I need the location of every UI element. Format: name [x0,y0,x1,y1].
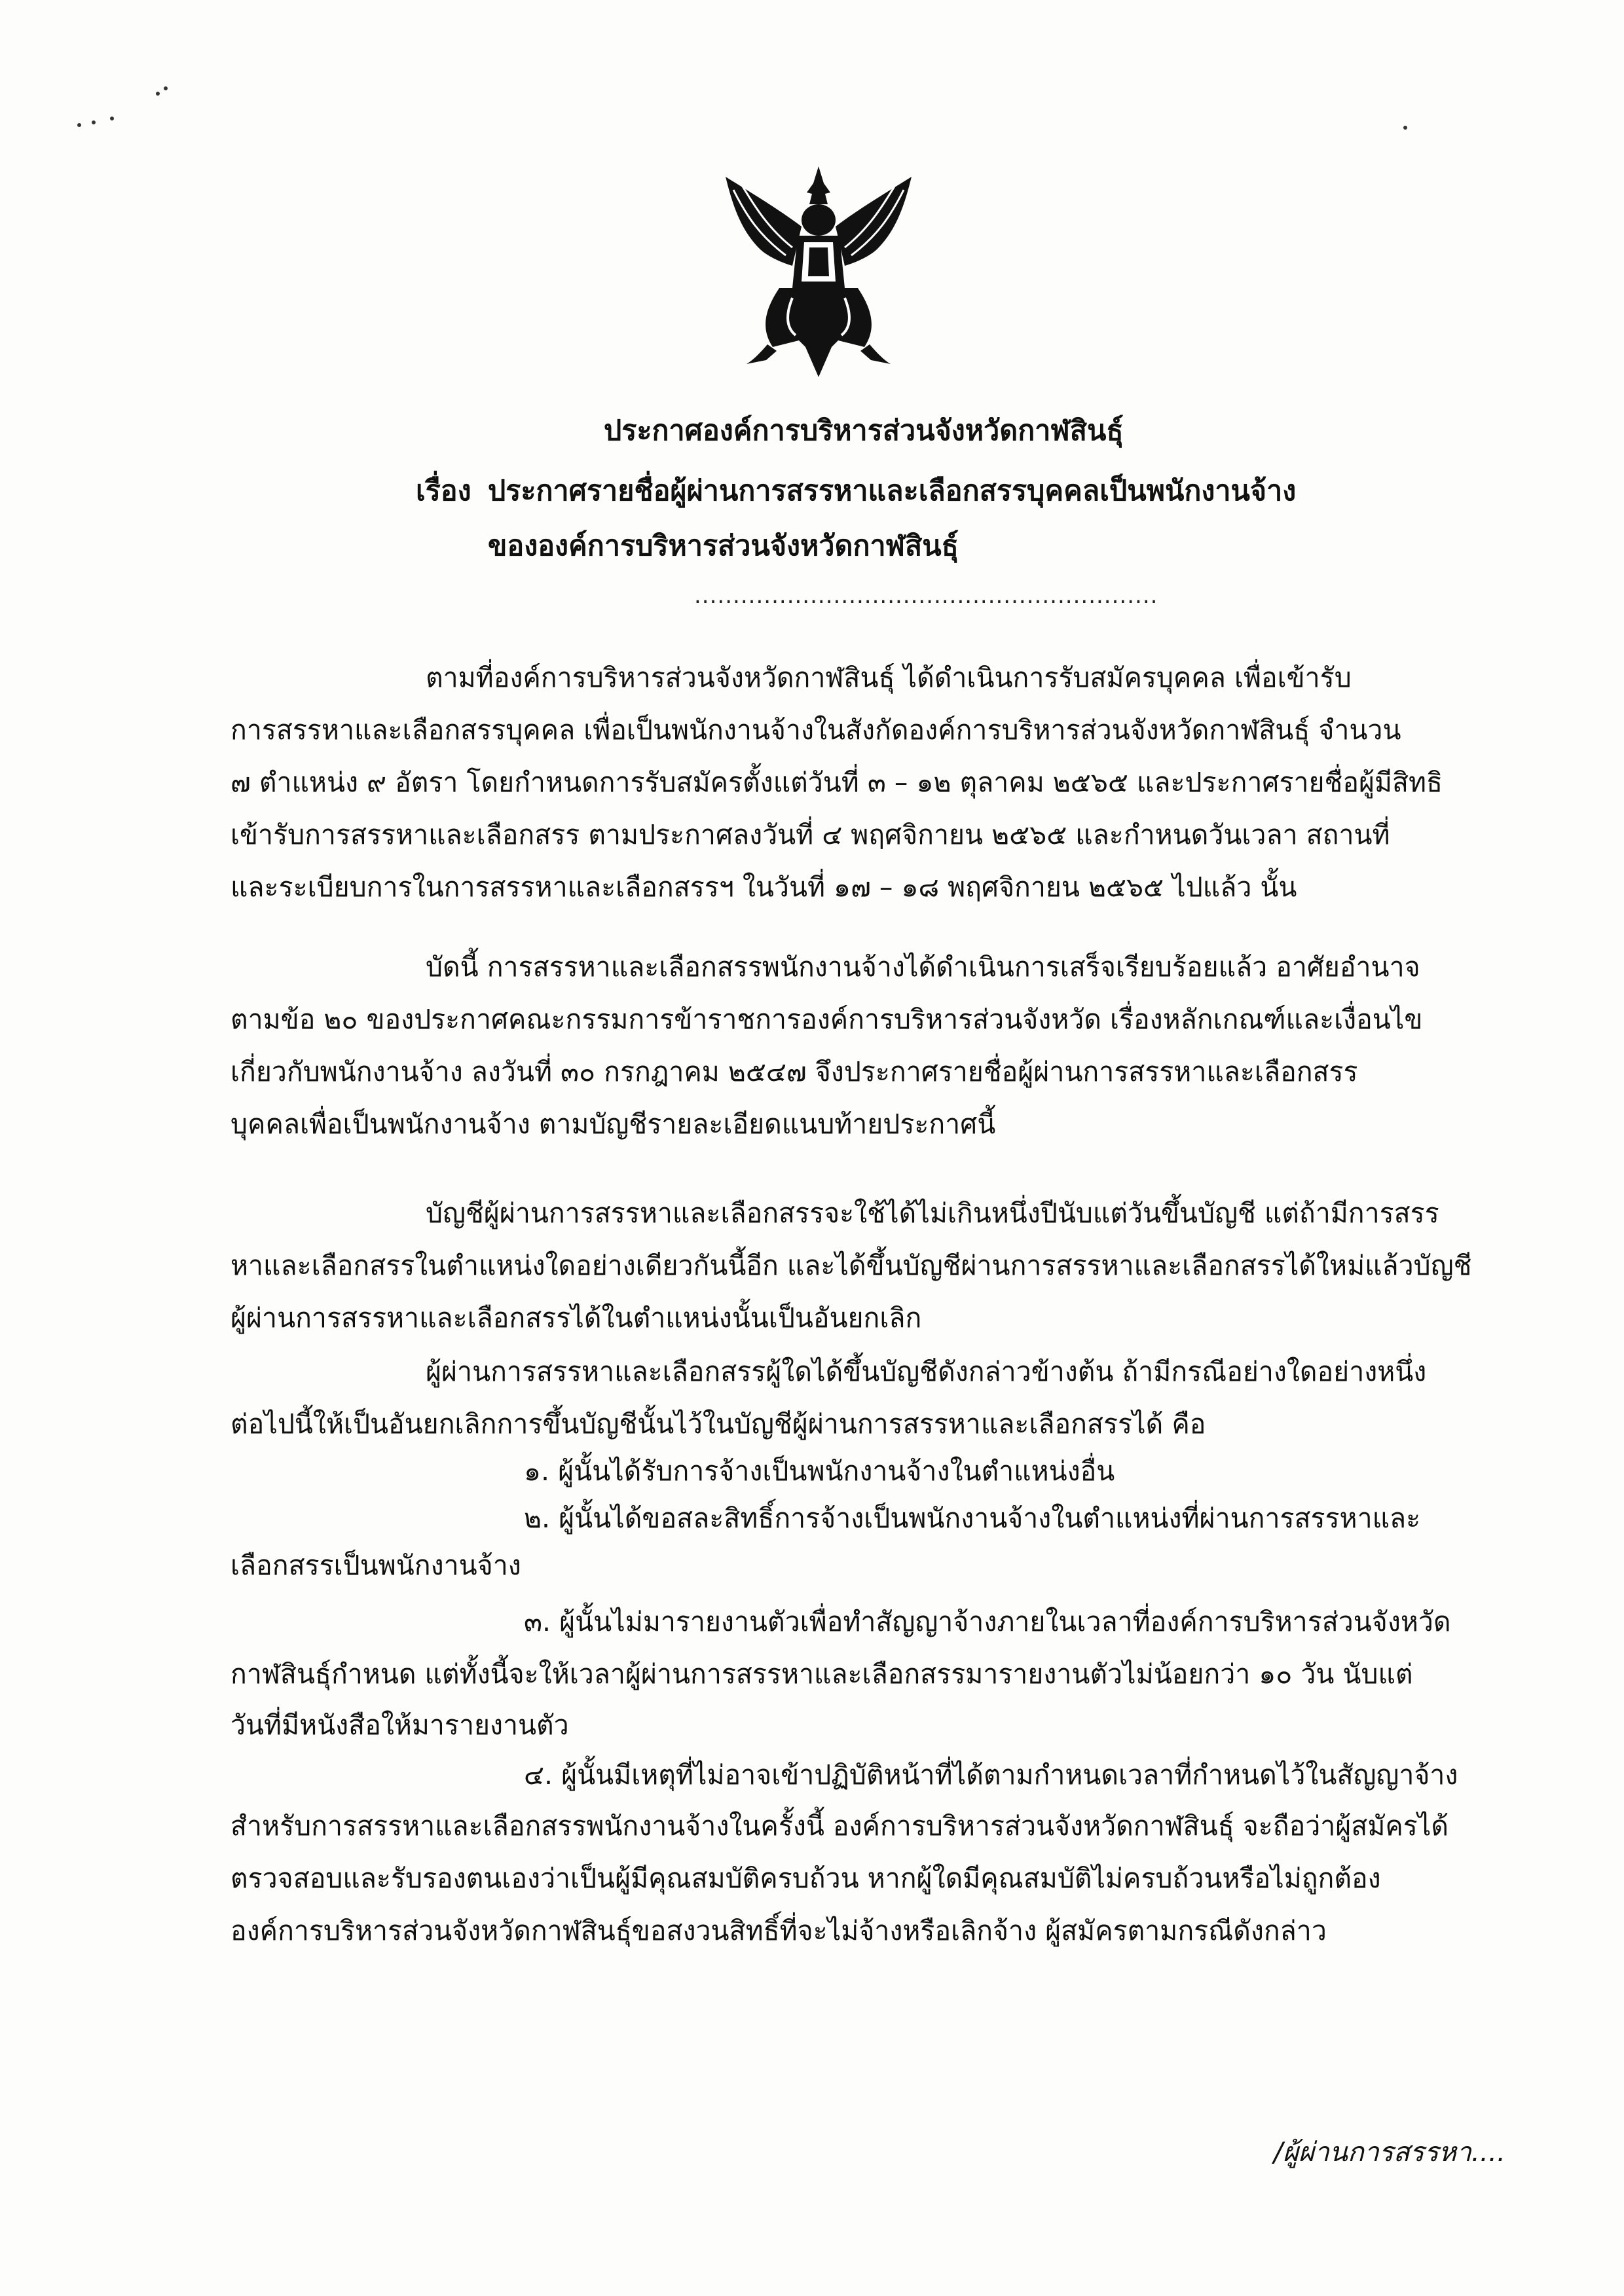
list-item-3: ๓. ผู้นั้นไม่มารายงานตัวเพื่อทำสัญญาจ้างภายในเวลาที่องค์การบริหารส่วนจังหวัด [524,1606,1451,1637]
title-separator: ............................................................ [694,583,1158,609]
paragraph-line: สำหรับการสรรหาและเลือกสรรพนักงานจ้างในครั้งนี้ องค์การบริหารส่วนจังหวัดกาฬสินธุ์ จะถือว่าผู้สมัครได้ [231,1810,1449,1842]
paragraph-line: ต่อไปนี้ให้เป็นอันยกเลิกการขึ้นบัญชีนั้นไว้ในบัญชีผู้ผ่านการสรรหาและเลือกสรรได้ คือ [231,1408,1206,1440]
list-item-3-cont: กาฬสินธุ์กำหนด แต่ทั้งนี้จะให้เวลาผู้ผ่านการสรรหาและเลือกสรรมารายงานตัวไม่น้อยกว่า ๑๐ วัน นับแต่ [231,1658,1413,1690]
scan-speck [77,123,81,127]
list-item-2-cont: เลือกสรรเป็นพนักงานจ้าง [231,1550,521,1581]
paragraph-line: และระเบียบการในการสรรหาและเลือกสรรฯ ในวันที่ ๑๗ – ๑๘ พฤศจิกายน ๒๕๖๕ ไปแล้ว นั้น [231,871,1297,903]
paragraph-line: องค์การบริหารส่วนจังหวัดกาฬสินธุ์ขอสงวนสิทธิ์ที่จะไม่จ้างหรือเลิกจ้าง ผู้สมัครตามกรณีดังกล่าว [231,1915,1327,1946]
paragraph-line: ๗ ตำแหน่ง ๙ อัตรา โดยกำหนดการรับสมัครตั้งแต่วันที่ ๓ – ๑๒ ตุลาคม ๒๕๖๕ และประกาศรายชื่อผู้มีสิทธิ [231,767,1443,798]
list-item-1: ๑. ผู้นั้นได้รับการจ้างเป็นพนักงานจ้างในตำแหน่งอื่น [524,1455,1115,1487]
paragraph-line: ตามข้อ ๒๐ ของประกาศคณะกรรมการข้าราชการองค์การบริหารส่วนจังหวัด เรื่องหลักเกณฑ์และเงื่อนไข [231,1004,1423,1035]
paragraph-line: หาและเลือกสรรในตำแหน่งใดอย่างเดียวกันนี้อีก และได้ขึ้นบัญชีผ่านการสรรหาและเลือกสรรได้ใหม่แล้วบัญชี [231,1250,1472,1281]
paragraph-line: ผู้ผ่านการสรรหาและเลือกสรรผู้ใดได้ขึ้นบัญชีดังกล่าวข้างต้น ถ้ามีกรณีอย่างใดอย่างหนึ่ง [426,1356,1427,1387]
continuation-note: /ผู้ผ่านการสรรหา.... [1274,2136,1506,2168]
subject-line-2: ขององค์การบริหารส่วนจังหวัดกาฬสินธุ์ [488,530,959,562]
scan-speck [156,92,160,96]
list-item-2: ๒. ผู้นั้นได้ขอสละสิทธิ์การจ้างเป็นพนักงานจ้างในตำแหน่งที่ผ่านการสรรหาและ [524,1503,1421,1534]
paragraph-line: ผู้ผ่านการสรรหาและเลือกสรรได้ในตำแหน่งนั้นเป็นอันยกเลิก [231,1302,922,1334]
list-item-4: ๔. ผู้นั้นมีเหตุที่ไม่อาจเข้าปฏิบัติหน้าที่ได้ตามกำหนดเวลาที่กำหนดไว้ในสัญญาจ้าง [524,1759,1458,1791]
paragraph-line: เข้ารับการสรรหาและเลือกสรร ตามประกาศลงวันที่ ๔ พฤศจิกายน ๒๕๖๕ และกำหนดวันเวลา สถานที่ [231,819,1390,850]
subject-line-1: ประกาศรายชื่อผู้ผ่านการสรรหาและเลือกสรรบุคคลเป็นพนักงานจ้าง [488,475,1297,507]
paragraph-line: บัญชีผู้ผ่านการสรรหาและเลือกสรรจะใช้ได้ไม่เกินหนึ่งปีนับแต่วันขึ้นบัญชี แต่ถ้ามีการสรร [426,1197,1439,1229]
scan-speck [92,120,96,124]
scan-speck [164,86,168,90]
scan-speck [1403,126,1407,130]
scan-speck [110,117,114,120]
subject-label: เรื่อง [416,475,471,507]
list-item-3-cont: วันที่มีหนังสือให้มารายงานตัว [231,1709,569,1741]
paragraph-line: บุคคลเพื่อเป็นพนักงานจ้าง ตามบัญชีรายละเอียดแนบท้ายประกาศนี้ [231,1108,996,1140]
paragraph-line: การสรรหาและเลือกสรรบุคคล เพื่อเป็นพนักงานจ้างในสังกัดองค์การบริหารส่วนจังหวัดกาฬสินธุ์ จำนวน [231,714,1401,746]
paragraph-line: ตามที่องค์การบริหารส่วนจังหวัดกาฬสินธุ์ ได้ดำเนินการรับสมัครบุคคล เพื่อเข้ารับ [426,662,1352,693]
org-title: ประกาศองค์การบริหารส่วนจังหวัดกาฬสินธุ์ [604,414,1124,447]
paragraph-line: เกี่ยวกับพนักงานจ้าง ลงวันที่ ๓๐ กรกฎาคม ๒๕๔๗ จึงประกาศรายชื่อผู้ผ่านการสรรหาและเลือกสรร [231,1056,1358,1087]
paragraph-line: ตรวจสอบและรับรองตนเองว่าเป็นผู้มีคุณสมบัติครบถ้วน หากผู้ใดมีคุณสมบัติไม่ครบถ้วนหรือไม่ถูกต้อง [231,1863,1381,1894]
garuda-emblem-icon [720,164,917,380]
paragraph-line: บัดนี้ การสรรหาและเลือกสรรพนักงานจ้างได้ดำเนินการเสร็จเรียบร้อยแล้ว อาศัยอำนาจ [426,951,1420,983]
